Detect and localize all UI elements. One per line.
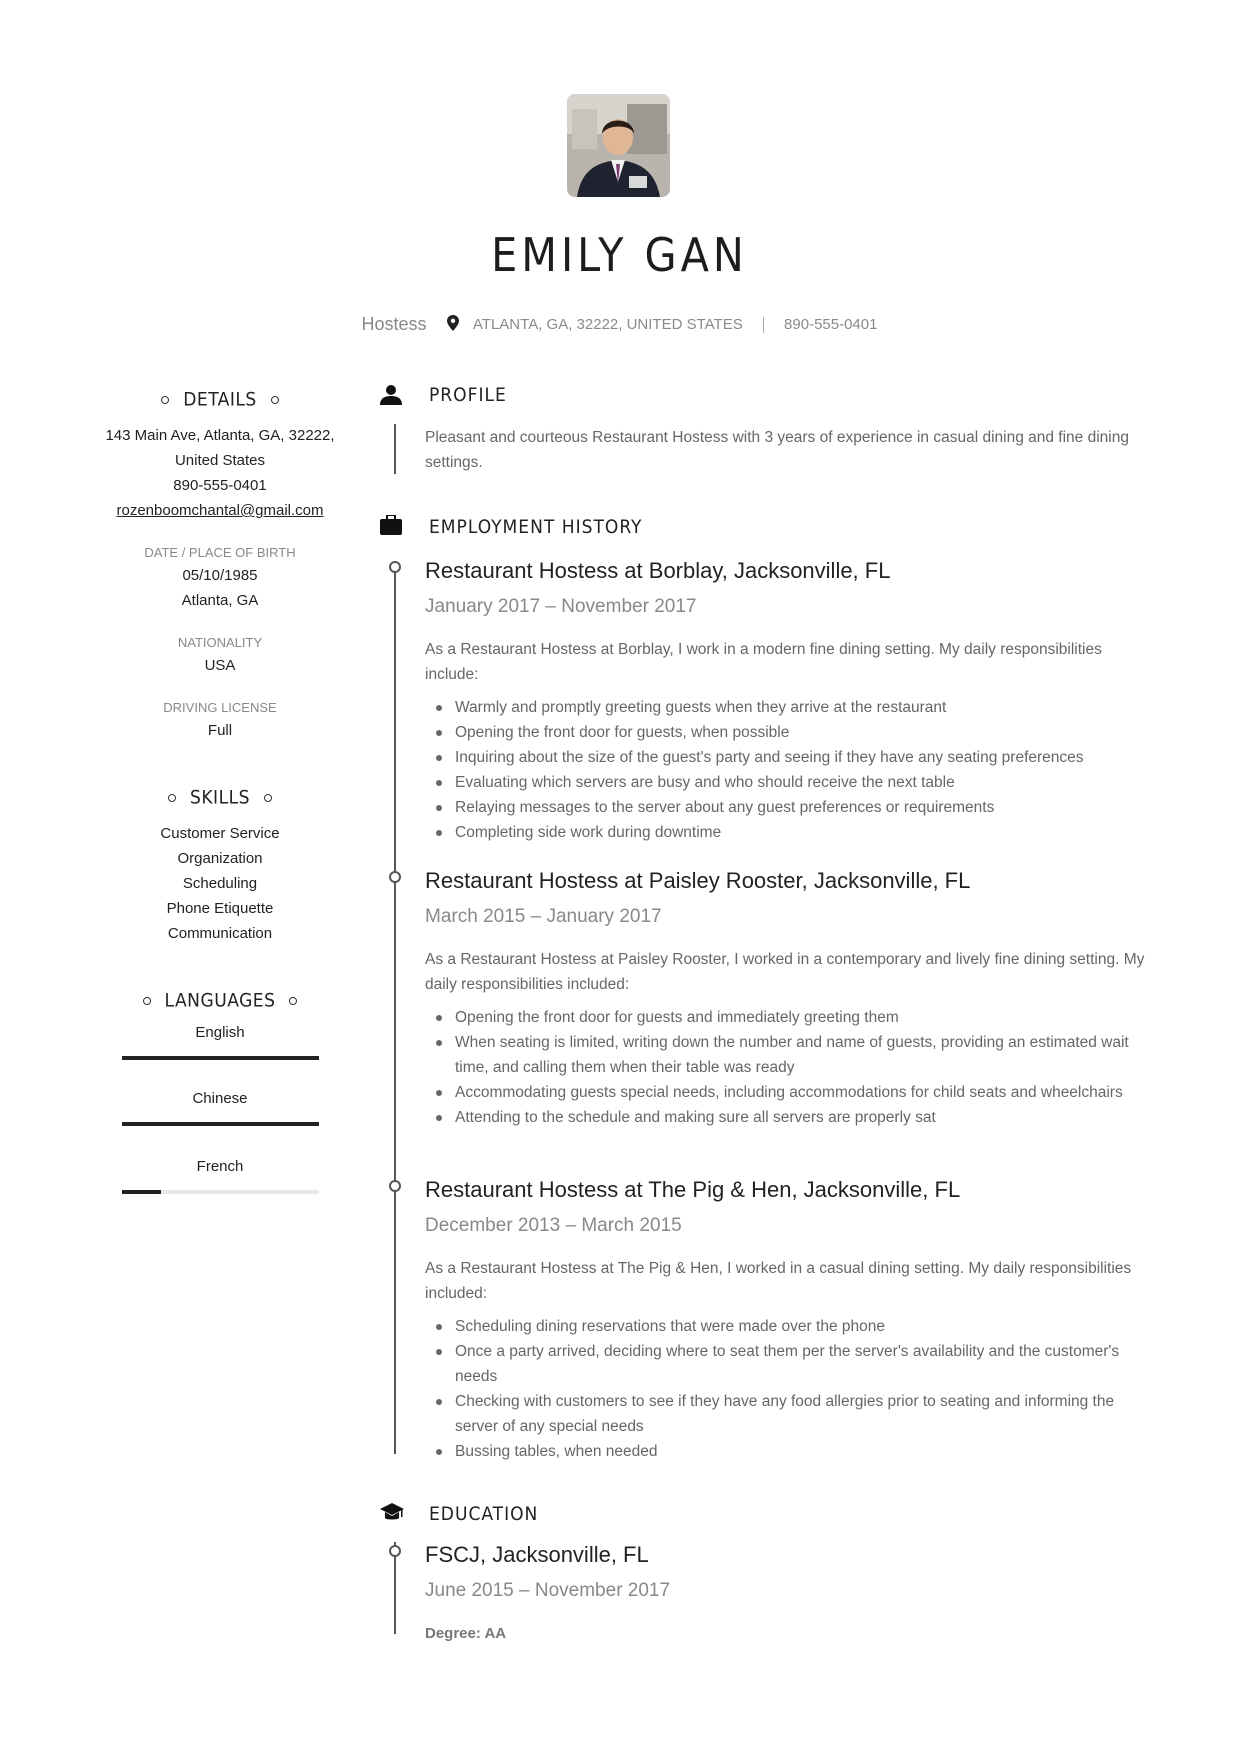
list-item: Checking with customers to see if they have any food allergies prior to seating and informing the server of any special needs — [455, 1389, 1150, 1439]
job-1-dates: January 2017 – November 2017 — [425, 596, 697, 617]
language-name: French — [196, 1158, 244, 1175]
language-level-fill — [122, 1122, 319, 1126]
list-item: When seating is limited, writing down the number and name of guests, providing an estimated wait time, and calling them when their table was ready — [455, 1030, 1150, 1080]
timeline-node — [389, 1545, 401, 1557]
profile-heading: PROFILE — [429, 384, 507, 406]
list-item: Accommodating guests special needs, including accommodations for child seats and wheelchairs — [455, 1080, 1150, 1105]
language-name: Chinese — [192, 1090, 248, 1107]
list-item: Inquiring about the size of the guest's party and seeing if they have any seating preferences — [455, 745, 1150, 770]
employment-timeline-line — [394, 562, 396, 1454]
header-phone: 890-555-0401 — [784, 316, 878, 333]
list-item: Relaying messages to the server about any guest preferences or requirements — [455, 795, 1150, 820]
list-item: Completing side work during downtime — [455, 820, 1150, 845]
list-item: Scheduling dining reservations that were made over the phone — [455, 1314, 1150, 1339]
license-value: Full — [207, 722, 233, 739]
job-1-bullets — [455, 695, 1150, 845]
list-item: Bussing tables, when needed — [455, 1439, 1150, 1464]
email-link[interactable]: rozenboomchantal@gmail.com — [116, 502, 324, 519]
list-item: Attending to the schedule and making sure all servers are properly sat — [455, 1105, 1150, 1130]
job-3-intro: As a Restaurant Hostess at The Pig & Hen, I worked in a casual dining setting. My daily responsibilities included: — [425, 1260, 1132, 1302]
profile-text: Pleasant and courteous Restaurant Hostess with 3 years of experience in casual dining and fine dining settings. — [425, 429, 1129, 471]
skill-item: Phone Etiquette — [166, 900, 274, 917]
birthplace-value: Atlanta, GA — [181, 592, 259, 609]
license-label: DRIVING LICENSE — [163, 700, 277, 715]
list-item: Once a party arrived, deciding where to seat them per the server's availability and the customer's needs — [455, 1339, 1150, 1389]
bullet-circle-icon — [143, 997, 151, 1005]
language-level-bar — [122, 1056, 319, 1060]
education-degree: Degree: AA — [425, 1625, 507, 1642]
candidate-name: EMILY GAN — [491, 228, 748, 282]
bullet-circle-icon — [161, 396, 169, 404]
bullet-circle-icon — [168, 794, 176, 802]
language-item — [100, 1022, 340, 1060]
address-line-1: 143 Main Ave, Atlanta, GA, 32222, — [105, 427, 335, 444]
bullet-circle-icon — [271, 396, 279, 404]
job-2-title: Restaurant Hostess at Paisley Rooster, Jacksonville, FL — [425, 868, 971, 893]
language-name: English — [195, 1024, 245, 1041]
address-line-2: United States — [174, 452, 266, 469]
list-item: Opening the front door for guests and immediately greeting them — [455, 1005, 1150, 1030]
timeline-node — [389, 1180, 401, 1192]
language-item — [100, 1088, 340, 1126]
dob-value: 05/10/1985 — [182, 567, 258, 584]
job-1-intro: As a Restaurant Hostess at Borblay, I work in a modern fine dining setting. My daily responsibilities include: — [425, 641, 1102, 683]
list-item: Opening the front door for guests, when possible — [455, 720, 1150, 745]
job-3-dates: December 2013 – March 2015 — [425, 1215, 682, 1236]
education-school: FSCJ, Jacksonville, FL — [425, 1542, 649, 1567]
nationality-label: NATIONALITY — [177, 635, 263, 650]
list-item: Warmly and promptly greeting guests when they arrive at the restaurant — [455, 695, 1150, 720]
nationality-value: USA — [204, 657, 236, 674]
job-2-intro: As a Restaurant Hostess at Paisley Rooster, I worked in a contemporary and lively fine dining setting. My daily responsibilities included: — [425, 951, 1145, 993]
language-level-bar — [122, 1122, 319, 1126]
timeline-node — [389, 561, 401, 573]
bullet-circle-icon — [289, 997, 297, 1005]
graduation-cap-icon — [380, 1503, 404, 1528]
profile-photo — [567, 94, 670, 197]
skill-item: Scheduling — [182, 875, 258, 892]
details-phone: 890-555-0401 — [173, 477, 267, 494]
header-location: ATLANTA, GA, 32222, UNITED STATES — [472, 316, 743, 333]
bullet-circle-icon — [264, 794, 272, 802]
job-3-bullets — [455, 1314, 1150, 1464]
header-separator — [763, 317, 764, 333]
dob-label: DATE / PLACE OF BIRTH — [144, 545, 296, 560]
language-level-fill — [122, 1190, 161, 1194]
job-2-dates: March 2015 – January 2017 — [425, 906, 662, 927]
education-heading: EDUCATION — [429, 1503, 539, 1525]
header-subline — [0, 314, 1239, 335]
education-dates: June 2015 – November 2017 — [425, 1580, 671, 1601]
job-title: Hostess — [361, 314, 427, 334]
person-photo-icon — [567, 94, 670, 197]
timeline-node — [389, 871, 401, 883]
person-icon — [380, 385, 402, 410]
languages-heading: LANGUAGES — [100, 986, 340, 1014]
language-level-fill — [122, 1056, 319, 1060]
details-heading: DETAILS — [100, 385, 340, 413]
job-2-bullets — [455, 1005, 1150, 1130]
list-item: Evaluating which servers are busy and who should receive the next table — [455, 770, 1150, 795]
skills-heading: SKILLS — [100, 783, 340, 811]
location-pin-icon — [447, 315, 459, 335]
profile-timeline-line — [394, 424, 396, 474]
job-3-title: Restaurant Hostess at The Pig & Hen, Jacksonville, FL — [425, 1177, 961, 1202]
language-item — [100, 1156, 340, 1194]
skill-item: Organization — [177, 850, 263, 867]
left-column — [100, 385, 340, 1194]
skill-item: Customer Service — [160, 825, 280, 842]
employment-heading: EMPLOYMENT HISTORY — [429, 516, 643, 538]
briefcase-icon — [380, 515, 402, 540]
job-1-title: Restaurant Hostess at Borblay, Jacksonville, FL — [425, 558, 891, 583]
language-level-bar — [122, 1190, 319, 1194]
skill-item: Communication — [167, 925, 273, 942]
